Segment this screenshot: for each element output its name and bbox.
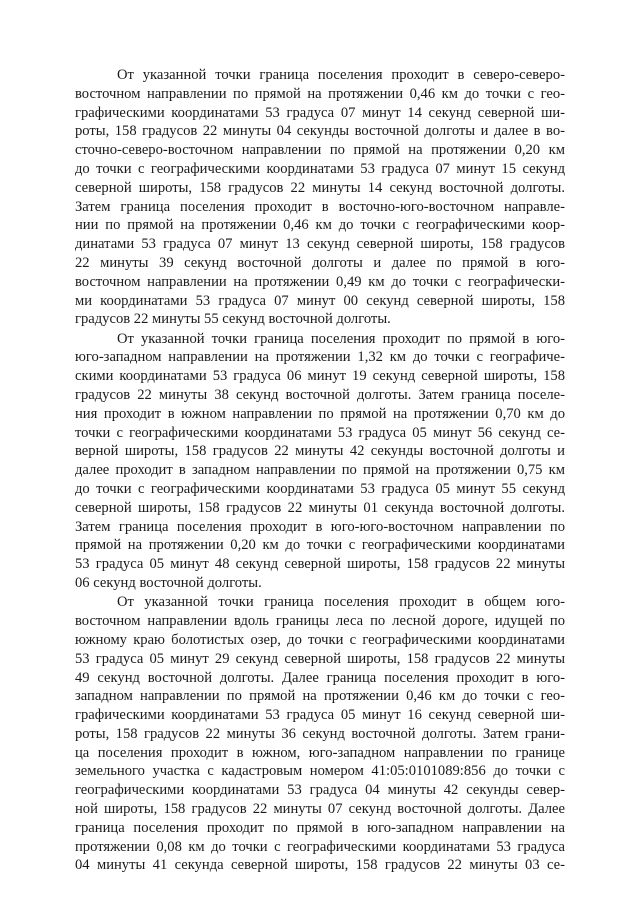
- text-line: восточном направлении на протяжении 0,49 км до точки с географически-: [75, 273, 565, 290]
- text-line: прямой на протяжении 0,20 км до точки с географическими координатами: [75, 537, 565, 554]
- text-line: От указанной точки граница поселения проходит в общем юго-: [117, 594, 565, 611]
- text-line: динатами 53 градуса 07 минут 13 секунд северной широты, 158 градусов: [75, 236, 565, 253]
- text-line: 04 минуты 41 секунда северной широты, 158 градусов 22 минуты 03 се-: [75, 857, 565, 874]
- text-line: протяжении 0,08 км до точки с географическими координатами 53 градуса: [75, 838, 565, 855]
- text-line: далее проходит в западном направлении по прямой на протяжении 0,75 км: [75, 462, 565, 479]
- body-text: [75, 66, 565, 875]
- text-line: земельного участка с кадастровым номером 41:05:0101089:856 до точки с: [75, 763, 565, 780]
- text-line: ной широты, 158 градусов 22 минуты 07 секунд восточной долготы. Далее: [75, 801, 565, 818]
- text-line: 49 секунд восточной долготы. Далее граница поселения проходит в юго-: [75, 669, 565, 686]
- text-line: графическими координатами 53 градуса 05 минут 16 секунд северной ши-: [75, 707, 565, 724]
- text-line: до точки с географическими координатами 53 градуса 07 минут 15 секунд: [75, 160, 565, 177]
- text-line: 53 градуса 05 минут 29 секунд северной широты, 158 градусов 22 минуты: [75, 650, 565, 667]
- text-line: юго-западном направлении на протяжении 1,32 км до точки с географиче-: [75, 349, 565, 366]
- text-line: восточном направлении вдоль границы леса по лесной дороге, идущей по: [75, 613, 565, 630]
- text-line: Затем граница поселения проходит в восточно-юго-восточном направле-: [75, 198, 565, 215]
- text-line: ми координатами 53 градуса 07 минут 00 секунд северной широты, 158: [75, 292, 565, 309]
- text-line: графическими координатами 53 градуса 07 минут 14 секунд северной ши-: [75, 104, 565, 121]
- paragraph-1: [75, 66, 565, 329]
- text-line: градусов 22 минуты 38 секунд восточной долготы. Затем граница поселе-: [75, 387, 565, 404]
- text-line: 22 минуты 39 секунд восточной долготы и далее по прямой в юго-: [75, 254, 565, 271]
- text-line: южному краю болотистых озер, до точки с географическими координатами: [75, 631, 565, 648]
- text-line: роты, 158 градусов 22 минуты 04 секунды восточной долготы и далее в во-: [75, 123, 565, 140]
- text-line: сточно-северо-восточном направлении по прямой на протяжении 0,20 км: [75, 142, 565, 159]
- text-line: до точки с географическими координатами 53 градуса 05 минут 55 секунд: [75, 481, 565, 498]
- paragraph-3: [75, 593, 565, 875]
- text-line: ния проходит в южном направлении по прямой на протяжении 0,70 км до: [75, 405, 565, 422]
- text-line: нии по прямой на протяжении 0,46 км до точки с географическими коор-: [75, 217, 565, 234]
- text-line: роты, 158 градусов 22 минуты 36 секунд восточной долготы. Затем грани-: [75, 725, 565, 742]
- text-line: северной широты, 158 градусов 22 минуты 14 секунд восточной долготы.: [75, 179, 565, 196]
- text-line: От указанной точки граница поселения проходит по прямой в юго-: [117, 330, 565, 347]
- text-line: северной широты, 158 градусов 22 минуты 01 секунда восточной долготы.: [75, 499, 565, 516]
- text-line: верной широты, 158 градусов 22 минуты 42 секунды восточной долготы и: [75, 443, 565, 460]
- text-line: Затем граница поселения проходит в юго-юго-восточном направлении по: [75, 518, 565, 535]
- text-line: 53 градуса 05 минут 48 секунд северной широты, 158 градусов 22 минуты: [75, 556, 565, 573]
- paragraph-2: [75, 330, 565, 593]
- text-line: географическими координатами 53 градуса 04 минуты 42 секунды север-: [75, 782, 565, 799]
- text-line: От указанной точки граница поселения проходит в северо-северо-: [117, 67, 565, 83]
- text-line: скими координатами 53 градуса 06 минут 19 секунд северной широты, 158: [75, 368, 565, 385]
- text-line: градусов 22 минуты 55 секунд восточной долготы.: [75, 311, 391, 328]
- text-line: 06 секунд восточной долготы.: [75, 575, 262, 592]
- text-line: точки с географическими координатами 53 градуса 05 минут 56 секунд се-: [75, 424, 565, 441]
- text-line: западном направлении по прямой на протяжении 0,46 км до точки с гео-: [75, 688, 565, 705]
- text-line: ца поселения проходит в южном, юго-западном направлении по границе: [75, 744, 565, 761]
- text-line: восточном направлении по прямой на протяжении 0,46 км до точки с гео-: [75, 85, 565, 102]
- text-line: граница поселения проходит по прямой в юго-западном направлении на: [75, 819, 565, 836]
